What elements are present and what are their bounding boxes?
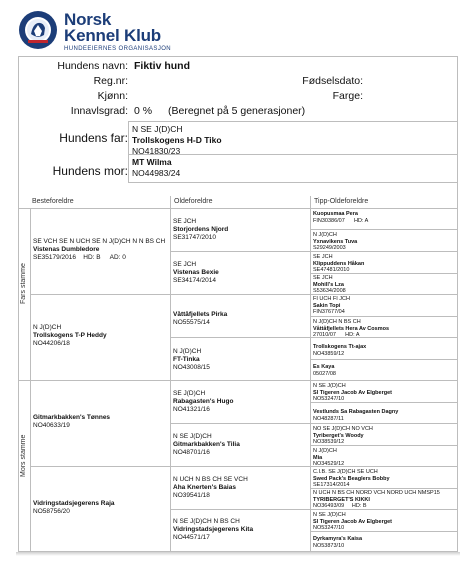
dog-titles: SE JCH	[173, 218, 197, 225]
dog-titles: N J(D)CH	[313, 232, 337, 238]
dog-reg: NO44206/18	[33, 340, 70, 347]
dog-titles: SE JCH	[173, 261, 197, 268]
dog-reg: NO36493/09	[313, 503, 345, 509]
dog-titles: N SE J(D)CH N BS CH	[173, 518, 240, 525]
dog-titles: N J(D)CH N BS CH	[313, 319, 361, 325]
birth-label: Fødselsdato:	[302, 75, 363, 87]
dog-reg: NO55575/14	[173, 319, 210, 326]
dog-titles: N J(D)CH	[33, 324, 62, 331]
dog-name: Trollskogens Tt-ajax	[313, 344, 367, 350]
nkk-logo	[18, 10, 58, 50]
brand-tagline: HUNDEEIERNES ORGANISASJON	[64, 46, 172, 52]
ggp-cell	[313, 275, 456, 295]
dog-hd: HD: B	[83, 254, 101, 261]
ggp-cell	[313, 344, 456, 357]
dog-name: Klippuddens Håkan	[313, 260, 365, 267]
brand-name-line2: Kennel Klub	[64, 26, 161, 45]
divider	[18, 380, 458, 381]
brand-name-line1: Norsk	[64, 10, 112, 29]
dog-name: Mia	[313, 454, 323, 461]
dog-name: Sl Tigeren Jacob Av Elgberget	[313, 518, 392, 525]
ggp-cell	[313, 512, 456, 532]
father-label: Hundens far:	[59, 131, 128, 145]
divider	[310, 196, 311, 552]
great-grandparent-cell	[173, 261, 308, 285]
dog-titles: N SE J(D)CH	[313, 383, 346, 389]
dog-name: Sl Tigeren Jacob Av Elgberget	[313, 389, 392, 396]
dog-reg: NO40633/19	[33, 422, 70, 429]
divider	[310, 359, 458, 360]
dog-name: Fiktiv hund	[134, 60, 190, 72]
divider	[18, 208, 458, 209]
dog-reg: NO34529/12	[313, 461, 345, 467]
dog-name: Kuopusmaa Pera	[313, 211, 358, 217]
dog-reg: S53634/2008	[313, 288, 346, 294]
dog-reg: 05027/08	[313, 370, 336, 377]
dog-name: Våttåfjellets Hera Av Cosmos	[313, 325, 390, 332]
dog-name: Sakin Topi	[313, 302, 341, 309]
dog-titles: N UCH N BS CH SE VCH	[173, 476, 248, 483]
ggp-cell	[313, 409, 456, 422]
dog-name: Gitmarkbakken's Tilia	[173, 441, 240, 448]
dog-name: Trollskogens T-P Heddy	[33, 332, 107, 339]
great-grandparent-cell	[173, 218, 308, 242]
father-reg: NO41830/23	[132, 146, 181, 156]
dog-reg: NO53873/10	[313, 542, 345, 549]
dog-hd: HD: B	[351, 503, 367, 509]
dog-name: Storjordens Njord	[173, 226, 229, 233]
dog-name: TYRIBERGET'S KIKKI	[313, 496, 370, 503]
dog-ad: AD: 0	[109, 254, 126, 261]
dog-name: Es Kaya	[313, 364, 335, 370]
father-titles: N SE J(D)CH	[132, 124, 183, 134]
great-grandparent-cell	[173, 518, 308, 542]
ggp-cell	[313, 364, 456, 377]
dog-reg: NO44571/17	[173, 534, 210, 541]
dog-titles: N J(D)CH	[313, 448, 337, 454]
great-grandparent-cell	[173, 476, 308, 500]
dog-name: FT-Tinka	[173, 356, 200, 363]
dog-name: Våttåfjellets Pirka	[173, 311, 228, 318]
dog-reg: S29249/2003	[313, 245, 346, 251]
dog-reg: NO41321/16	[173, 406, 210, 413]
dog-reg: NO48701/16	[173, 449, 210, 456]
dog-titles: C.I.B. SE J(D)CH SE UCH	[313, 469, 378, 475]
dog-name: Mohill's Lza	[313, 281, 344, 288]
dog-titles: N SE J(D)CH	[313, 512, 346, 518]
dog-name: Swed Pack's Beaglers Bobby	[313, 475, 390, 482]
dog-reg: NO58756/20	[33, 508, 70, 515]
mother-name: MT Wilma	[132, 157, 172, 167]
dog-hd: HD: A	[345, 332, 360, 338]
inbreeding-note: (Beregnet på 5 generasjoner)	[168, 105, 306, 117]
grandparent-cell	[33, 414, 168, 430]
dog-titles: SE VCH SE N UCH SE N J(D)CH N N BS CH	[33, 238, 166, 245]
ggp-cell	[313, 383, 456, 403]
mother-box	[128, 155, 458, 183]
ggp-cell	[313, 536, 456, 549]
great-grandparent-cell	[173, 390, 308, 414]
dog-name: Yxnavikens Tuva	[313, 238, 358, 245]
dog-hd: HD: A	[353, 217, 369, 224]
dog-titles: N J(D)CH	[173, 348, 202, 355]
dog-reg: SE47481/2010	[313, 267, 350, 273]
ggp-cell	[313, 211, 456, 224]
dog-titles: N SE J(D)CH	[173, 433, 212, 440]
divider	[170, 423, 458, 424]
reg-label: Reg.nr:	[93, 75, 128, 87]
father-name: Trollskogens H-D Tiko	[132, 135, 222, 145]
dog-name: Vestlunds Sa Rabagasten Dagny	[313, 409, 399, 415]
divider	[310, 316, 458, 317]
dog-reg: SE31747/2010	[173, 234, 217, 241]
dog-reg: SE35179/2016	[33, 254, 77, 261]
dog-reg: NO53247/10	[313, 525, 345, 531]
dog-reg: SE17314/2014	[313, 482, 350, 488]
sex-label: Kjønn:	[97, 90, 128, 102]
ggp-cell	[313, 254, 456, 274]
dog-titles: SE JCH	[313, 254, 333, 260]
dog-reg: NO43859/12	[313, 350, 345, 357]
dog-name: Vistenas Dumbledore	[33, 246, 100, 253]
pedigree-table	[18, 196, 458, 552]
grandparent-cell	[33, 238, 168, 262]
dog-name: Gitmarkbakken's Tønnes	[33, 414, 111, 421]
dog-name: Dyrkamyra's Kaisa	[313, 536, 363, 542]
dog-reg: NO38539/12	[313, 439, 345, 445]
side-label-mother: Mors stamme	[20, 434, 27, 477]
dog-name: Aha Knerten's Baias	[173, 484, 236, 491]
site-header	[18, 8, 458, 54]
dog-titles: SE JCH	[313, 275, 333, 281]
color-label: Farge:	[332, 90, 363, 102]
page-shadow	[16, 552, 460, 556]
dog-reg: FIN37677/04	[313, 309, 345, 315]
grandparent-cell	[33, 500, 168, 516]
dog-reg: NO53247/10	[313, 396, 345, 402]
grandparent-cell	[33, 324, 168, 348]
header-grandparents: Besteforeldre	[32, 198, 74, 205]
mother-reg: NO44983/24	[132, 168, 181, 178]
dog-reg: SE34174/2014	[173, 277, 217, 284]
dog-reg: NO48287/11	[313, 415, 344, 422]
mother-label: Hundens mor:	[52, 164, 128, 178]
dog-titles: FI UCH FI JCH	[313, 296, 350, 302]
inbreeding-label: Innavlsgrad:	[70, 105, 128, 117]
header-great-grandparents: Oldeforeldre	[174, 198, 213, 205]
dog-reg: NO39541/18	[173, 492, 210, 499]
divider	[170, 196, 171, 552]
ggp-cell	[313, 448, 456, 468]
ggp-cell	[313, 296, 456, 316]
great-grandparent-cell	[173, 433, 308, 457]
ggp-cell	[313, 319, 456, 339]
header-great-great-grandparents: Tipp-Oldeforeldre	[314, 198, 369, 205]
dog-reg: NO43008/15	[173, 364, 210, 371]
ggp-cell	[313, 469, 456, 489]
side-label-father: Fars stamme	[20, 263, 27, 304]
dog-reg: 27010/07	[313, 332, 336, 338]
dog-name: Tyriberget's Woody	[313, 432, 364, 439]
father-box	[128, 121, 458, 155]
ggp-cell	[313, 426, 456, 446]
dog-name: Rabagasten's Hugo	[173, 398, 234, 405]
dog-titles: N UCH N BS CH NORD VCH NORD UCH NMSP15	[313, 490, 440, 496]
inbreeding-value: 0 %	[134, 105, 153, 117]
dog-name: Vidringstadsjegerens Kita	[173, 526, 254, 533]
dog-reg: FIN30386/07	[313, 217, 345, 224]
dog-titles: NO SE J(D)CH NO VCH	[313, 426, 373, 432]
dog-name: Vistenas Bexie	[173, 269, 219, 276]
name-label: Hundens navn:	[57, 60, 128, 72]
dog-titles: SE J(D)CH	[173, 390, 206, 397]
great-grandparent-cell	[173, 348, 308, 372]
great-grandparent-cell	[173, 311, 308, 327]
divider	[310, 229, 458, 230]
ggp-cell	[313, 490, 456, 510]
ggp-cell	[313, 232, 456, 252]
dog-name: Vidringstadsjegerens Raja	[33, 500, 115, 507]
